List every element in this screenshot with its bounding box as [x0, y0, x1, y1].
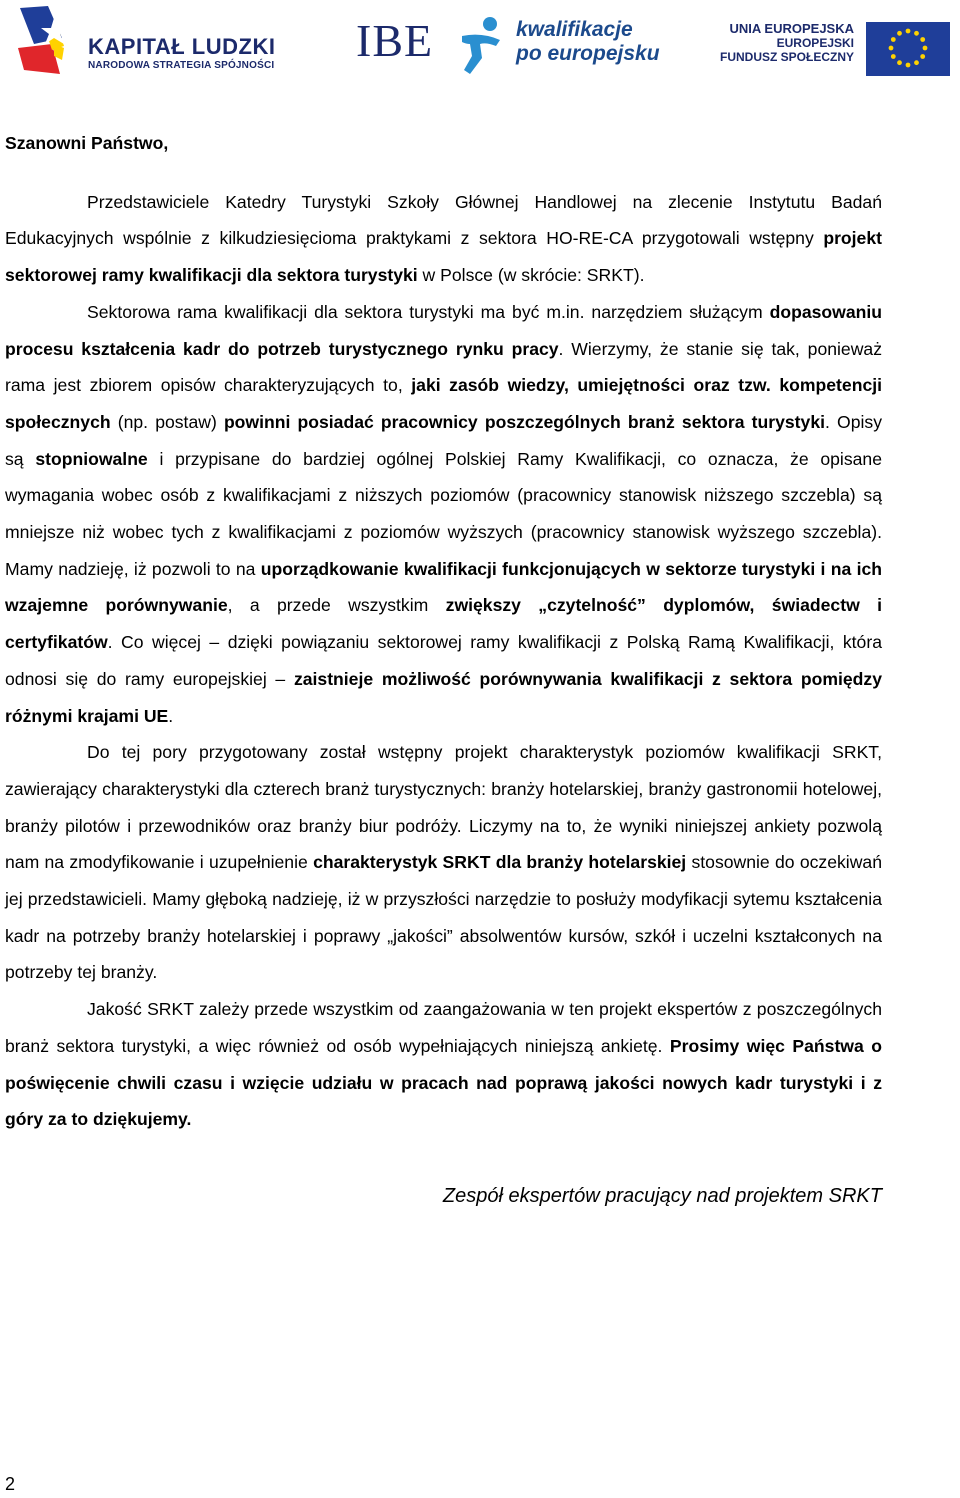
letter-body — [5, 125, 882, 1215]
text-run: Jakość SRKT zależy przede wszystkim od zaangażowania w ten projekt ekspertów z poszczególnych branż sektora turystyki, a więc również od osób wypełniających niniejszą ankietę. — [5, 999, 882, 1056]
bold-text-run: zaistnieje możliwość porównywania kwalifikacji z sektora pomiędzy różnymi krajami UE — [5, 668, 882, 726]
text-run: (np. postaw) — [110, 411, 224, 432]
paragraph-2 — [5, 294, 882, 734]
text-run: stosownie do oczekiwań jej przedstawicieli. Mamy głęboką nadzieję, iż w przyszłości narzędzie to posłuży modyfikacji sytemu kształcenia kadr na potrzeby branży hotelarskiej i poprawy „jakości” absolwentów kursów, szkół i uczelni kształconych na potrzeby tej branży. — [5, 852, 882, 983]
bold-text-run: charakterystyk SRKT dla branży hotelarskiej — [313, 852, 687, 873]
text-run: . Wierzymy, że stanie się tak, ponieważ rama jest zbiorem opisów charakteryzujących to, — [5, 338, 882, 396]
text-run: , a przede wszystkim — [227, 595, 446, 616]
text-run: Sektorowa rama kwalifikacji dla sektora turystyki ma być m.in. narzędziem służącym — [87, 301, 770, 322]
header-logos — [0, 0, 960, 90]
bold-text-run: projekt sektorowej ramy kwalifikacji dla sektora turystyki — [5, 228, 882, 286]
kapital-ludzki-star-icon — [14, 4, 84, 76]
kapital-ludzki-title: KAPITAŁ LUDZKI — [88, 34, 276, 59]
bold-text-run: dopasowaniu procesu kształcenia kadr do potrzeb turystycznego rynku pracy — [5, 301, 882, 359]
kapital-ludzki-logo — [14, 4, 284, 76]
bold-text-run: stopniowalne — [35, 448, 148, 469]
eu-line1: UNIA EUROPEJSKA — [729, 21, 854, 36]
text-run: . — [168, 705, 174, 726]
text-run: . Opisy są — [5, 411, 882, 469]
eu-line2: EUROPEJSKI — [776, 36, 854, 50]
ibe-figure-icon — [456, 14, 508, 76]
eu-text — [720, 22, 854, 64]
bold-text-run: powinni posiadać pracownicy poszczególnych branż sektora turystyki — [223, 411, 825, 432]
bold-text-run: jaki zasób wiedzy, umiejętności oraz tzw. kompetencji społecznych — [5, 375, 883, 432]
eu-logo — [719, 21, 950, 82]
ibe-logo — [356, 14, 660, 80]
ibe-tagline-line2: po europejsku — [516, 42, 660, 65]
text-run: Przedstawiciele Katedry Turystyki Szkoły Głównej Handlowej na zlecenie Instytutu Badań Edukacyjnych wspólnie z kilkudziesięcioma praktykami z sektora HO-RE-CA przygotowali wstępny — [5, 191, 882, 249]
bold-text-run: Prosimy więc Państwa o poświęcenie chwili czasu i wzięcie udziału w pracach nad poprawą jakości nowych kadr turystyki i z góry za to dziękujemy. — [5, 1035, 882, 1130]
kapital-ludzki-subtitle: NARODOWA STRATEGIA SPÓJNOŚCI — [88, 60, 275, 71]
bold-text-run: uporządkowanie kwalifikacji funkcjonujących w sektorze turystyki i na ich wzajemne porównywanie — [5, 558, 882, 616]
bold-text-run: zwiększy „czytelność” dyplomów, świadectw i certyfikatów — [5, 595, 882, 653]
text-run: Do tej pory przygotowany został wstępny projekt charakterystyk poziomów kwalifikacji SRKT, zawierający charakterystyki dla czterech branż turystycznych: branży hotelarskiej, branży gastronomii hotelowej, branży pilotów i przewodników oraz branży biur podróży. Liczymy na to, że wyniki niniejszej ankiety pozwolą nam na zmodyfikowanie i uzupełnienie — [5, 742, 882, 873]
text-run: i przypisane do bardziej ogólnej Polskiej Ramy Kwalifikacji, co oznacza, że opisane wymagania wobec osób z kwalifikacjami z niższych poziomów (pracownicy stanowisk niższego szczebla) są mniejsze niż wobec tych z kwalifikacjami z poziomów wyższych (pracownicy stanowisk wyższego szczebla). Mamy nadzieję, iż pozwoli to na — [5, 448, 882, 579]
letter-signature: Zespół ekspertów pracujący nad projektem SRKT — [442, 1184, 882, 1207]
eu-flag-icon — [866, 22, 950, 76]
text-run: w Polsce (w skrócie: SRKT). — [417, 265, 645, 286]
paragraph-1 — [5, 184, 882, 294]
letter-greeting: Szanowni Państwo, — [5, 133, 169, 153]
paragraph-3 — [5, 734, 882, 991]
paragraph-4 — [5, 991, 882, 1138]
ibe-wordmark: IBE — [356, 15, 434, 66]
page-number: 2 — [5, 1474, 16, 1494]
ibe-tagline — [516, 18, 660, 66]
eu-line3: FUNDUSZ SPOŁECZNY — [719, 50, 854, 64]
text-run: . Co więcej – dzięki powiązaniu sektorowej ramy kwalifikacji z Polską Ramą Kwalifikacji, która odnosi się do ramy europejskiej – — [5, 632, 882, 689]
ibe-tagline-line1: kwalifikacje — [516, 18, 633, 41]
